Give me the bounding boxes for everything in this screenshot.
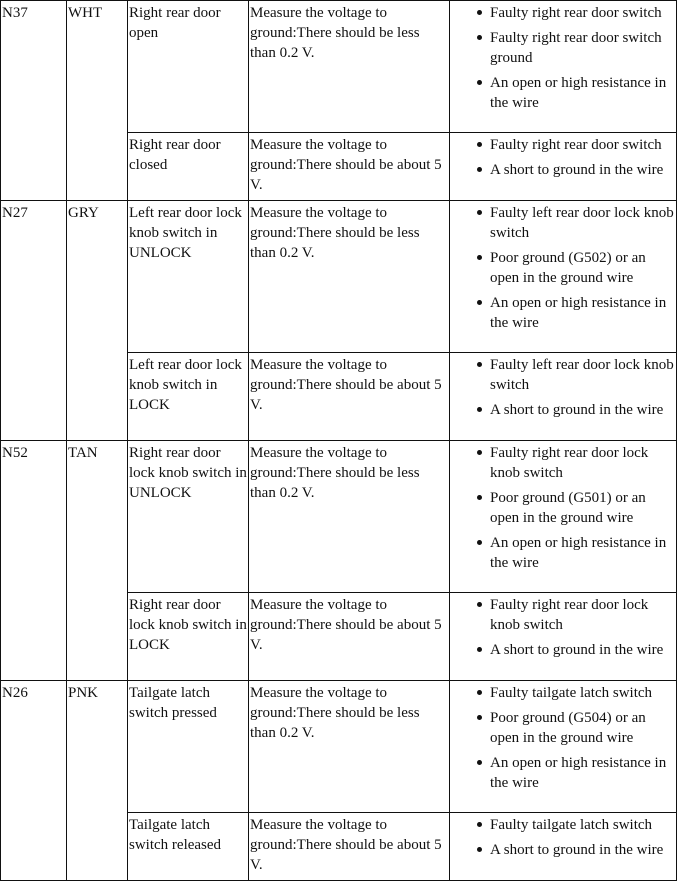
test-cell: Measure the voltage to ground:There should be less than 0.2 V. — [249, 201, 450, 353]
cause-item: Faulty right rear door switch — [472, 3, 676, 23]
possible-cause-cell — [450, 201, 677, 353]
wire-color-cell — [67, 201, 128, 441]
cause-item: A short to ground in the wire — [472, 400, 676, 420]
cause-item: Poor ground (G501) or an open in the ground wire — [472, 488, 676, 528]
possible-cause-cell — [450, 681, 677, 813]
terminal-cell — [1, 1, 67, 201]
cause-item: Faulty right rear door lock knob switch — [472, 595, 676, 635]
condition-cell: Right rear door closed — [128, 133, 249, 201]
condition-cell: Right rear door open — [128, 1, 249, 133]
condition-cell: Left rear door lock knob switch in UNLOCK — [128, 201, 249, 353]
wire-color-cell — [67, 681, 128, 881]
cause-item: An open or high resistance in the wire — [472, 73, 676, 113]
terminal-cell — [1, 681, 67, 881]
cause-list — [472, 3, 676, 113]
test-cell: Measure the voltage to ground:There should be about 5 V. — [249, 133, 450, 201]
wire-color-label: GRY — [68, 205, 99, 221]
possible-cause-cell — [450, 593, 677, 681]
cause-list — [472, 815, 676, 860]
cause-item: Faulty tailgate latch switch — [472, 815, 676, 835]
table-row — [1, 1, 677, 133]
cause-item: A short to ground in the wire — [472, 160, 676, 180]
condition-cell: Right rear door lock knob switch in LOCK — [128, 593, 249, 681]
wire-color-label: TAN — [68, 445, 98, 461]
table-row — [1, 201, 677, 353]
cause-item: Faulty right rear door lock knob switch — [472, 443, 676, 483]
cause-item: Poor ground (G502) or an open in the ground wire — [472, 248, 676, 288]
test-cell: Measure the voltage to ground:There should be less than 0.2 V. — [249, 681, 450, 813]
cause-list — [472, 135, 676, 180]
cause-list — [472, 203, 676, 333]
cause-list — [472, 355, 676, 420]
condition-cell: Tailgate latch switch pressed — [128, 681, 249, 813]
cause-item: Faulty right rear door switch — [472, 135, 676, 155]
possible-cause-cell — [450, 133, 677, 201]
cause-item: A short to ground in the wire — [472, 640, 676, 660]
terminal-label: N26 — [2, 685, 28, 701]
wire-color-label: WHT — [68, 5, 103, 21]
cause-list — [472, 443, 676, 573]
possible-cause-cell — [450, 1, 677, 133]
cause-list — [472, 683, 676, 793]
cause-item: A short to ground in the wire — [472, 840, 676, 860]
table-row — [1, 441, 677, 593]
possible-cause-cell — [450, 441, 677, 593]
condition-cell: Left rear door lock knob switch in LOCK — [128, 353, 249, 441]
terminal-cell — [1, 441, 67, 681]
cause-item: An open or high resistance in the wire — [472, 293, 676, 333]
cause-item: Faulty left rear door lock knob switch — [472, 355, 676, 395]
test-cell: Measure the voltage to ground:There should be about 5 V. — [249, 353, 450, 441]
table-row — [1, 681, 677, 813]
test-cell: Measure the voltage to ground:There should be less than 0.2 V. — [249, 1, 450, 133]
terminal-cell — [1, 201, 67, 441]
cause-item: An open or high resistance in the wire — [472, 753, 676, 793]
wire-color-cell — [67, 1, 128, 201]
test-cell: Measure the voltage to ground:There should be about 5 V. — [249, 813, 450, 881]
cause-item: Poor ground (G504) or an open in the ground wire — [472, 708, 676, 748]
cause-item: Faulty right rear door switch ground — [472, 28, 676, 68]
wire-color-cell — [67, 441, 128, 681]
terminal-label: N37 — [2, 5, 28, 21]
terminal-label: N52 — [2, 445, 28, 461]
wire-color-label: PNK — [68, 685, 99, 701]
cause-item: Faulty left rear door lock knob switch — [472, 203, 676, 243]
condition-cell: Right rear door lock knob switch in UNLOCK — [128, 441, 249, 593]
terminal-label: N27 — [2, 205, 28, 221]
cause-item: Faulty tailgate latch switch — [472, 683, 676, 703]
possible-cause-cell — [450, 813, 677, 881]
cause-item: An open or high resistance in the wire — [472, 533, 676, 573]
possible-cause-cell — [450, 353, 677, 441]
test-cell: Measure the voltage to ground:There should be about 5 V. — [249, 593, 450, 681]
condition-cell: Tailgate latch switch released — [128, 813, 249, 881]
cause-list — [472, 595, 676, 660]
test-cell: Measure the voltage to ground:There should be less than 0.2 V. — [249, 441, 450, 593]
